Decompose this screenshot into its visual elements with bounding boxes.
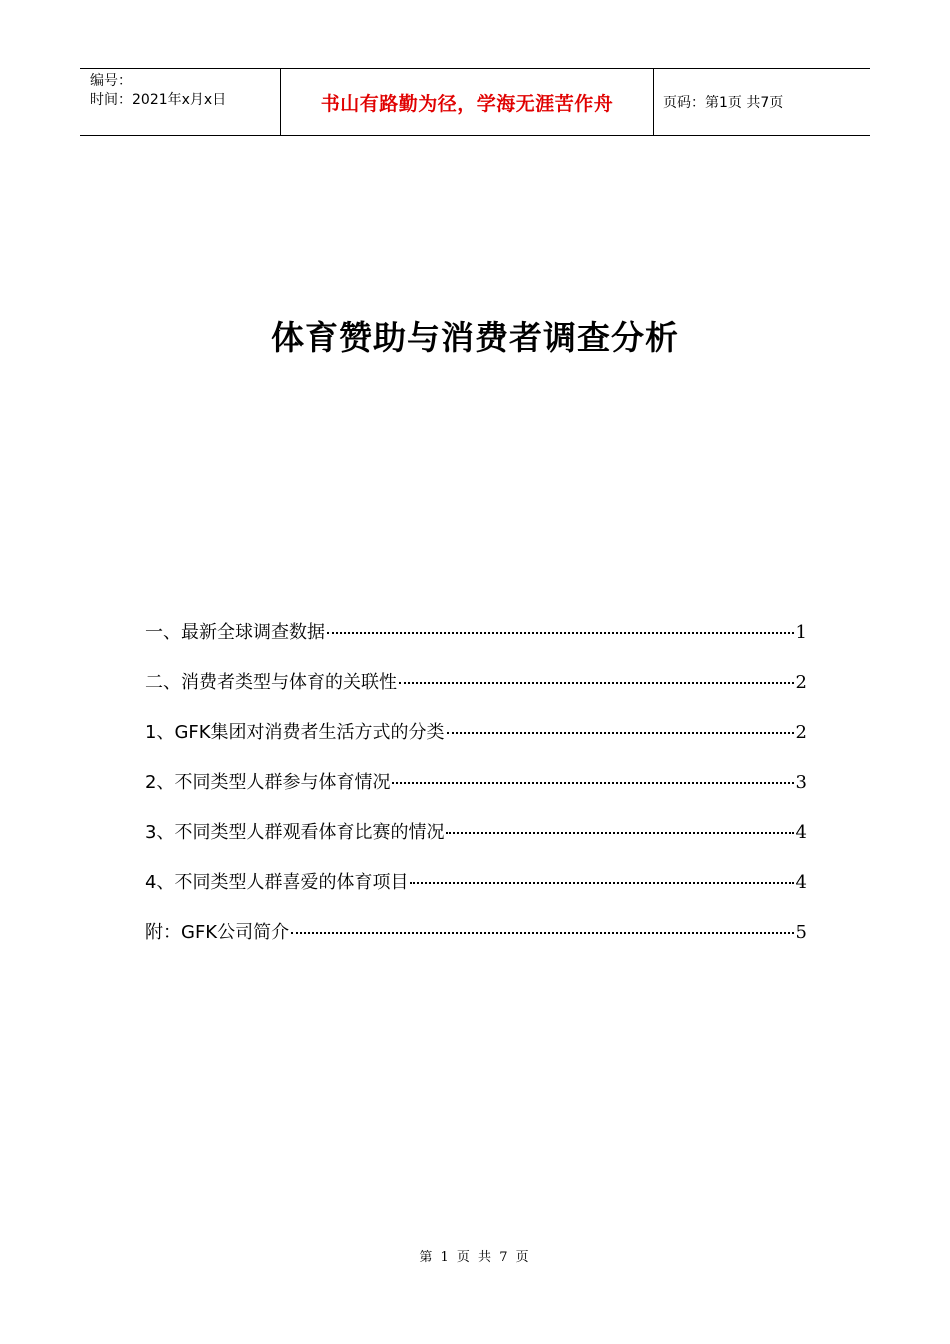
toc-entry-label: 一、最新全球调查数据 [145, 622, 325, 643]
toc-leader-dots [327, 632, 794, 634]
document-title: 体育赞助与消费者调查分析 [271, 318, 679, 357]
toc-entry-page: 2 [795, 672, 807, 693]
toc-entry[interactable] [145, 718, 807, 768]
toc-entry-page: 3 [795, 772, 807, 793]
toc-entry[interactable] [145, 818, 807, 868]
page-header [80, 68, 870, 136]
toc-entry[interactable] [145, 918, 807, 968]
toc-entry[interactable] [145, 768, 807, 818]
toc-entry-label: 4、不同类型人群喜爱的体育项目 [145, 872, 409, 893]
serial-label: 编号： [90, 73, 132, 89]
toc-leader-dots [447, 732, 794, 734]
toc-leader-dots [392, 782, 793, 784]
toc-leader-dots [410, 882, 793, 884]
toc-entry-label: 二、消费者类型与体育的关联性 [145, 672, 397, 693]
table-of-contents [145, 618, 807, 968]
toc-leader-dots [446, 832, 793, 834]
toc-entry[interactable] [145, 668, 807, 718]
toc-leader-dots [291, 932, 793, 934]
toc-entry-page: 1 [795, 622, 807, 643]
toc-entry-page: 5 [795, 922, 807, 943]
header-meta [80, 69, 281, 135]
toc-entry-label: 3、不同类型人群观看体育比赛的情况 [145, 822, 445, 843]
toc-entry-label: 2、不同类型人群参与体育情况 [145, 772, 391, 793]
toc-leader-dots [399, 682, 794, 684]
toc-entry-page: 4 [795, 872, 807, 893]
toc-entry-page: 4 [795, 822, 807, 843]
header-motto: 书山有路勤为径，学海无涯苦作舟 [281, 69, 654, 135]
toc-entry[interactable] [145, 868, 807, 918]
date-label: 时间：2021年x月x日 [90, 92, 227, 108]
toc-entry-page: 2 [795, 722, 807, 743]
toc-entry[interactable] [145, 618, 807, 668]
toc-entry-label: 附：GFK公司简介 [145, 922, 290, 943]
header-page-info: 页码：第1页 共7页 [663, 95, 784, 111]
page-footer: 第 1 页 共 7 页 [419, 1250, 531, 1265]
toc-entry-label: 1、GFK集团对消费者生活方式的分类 [145, 722, 445, 743]
